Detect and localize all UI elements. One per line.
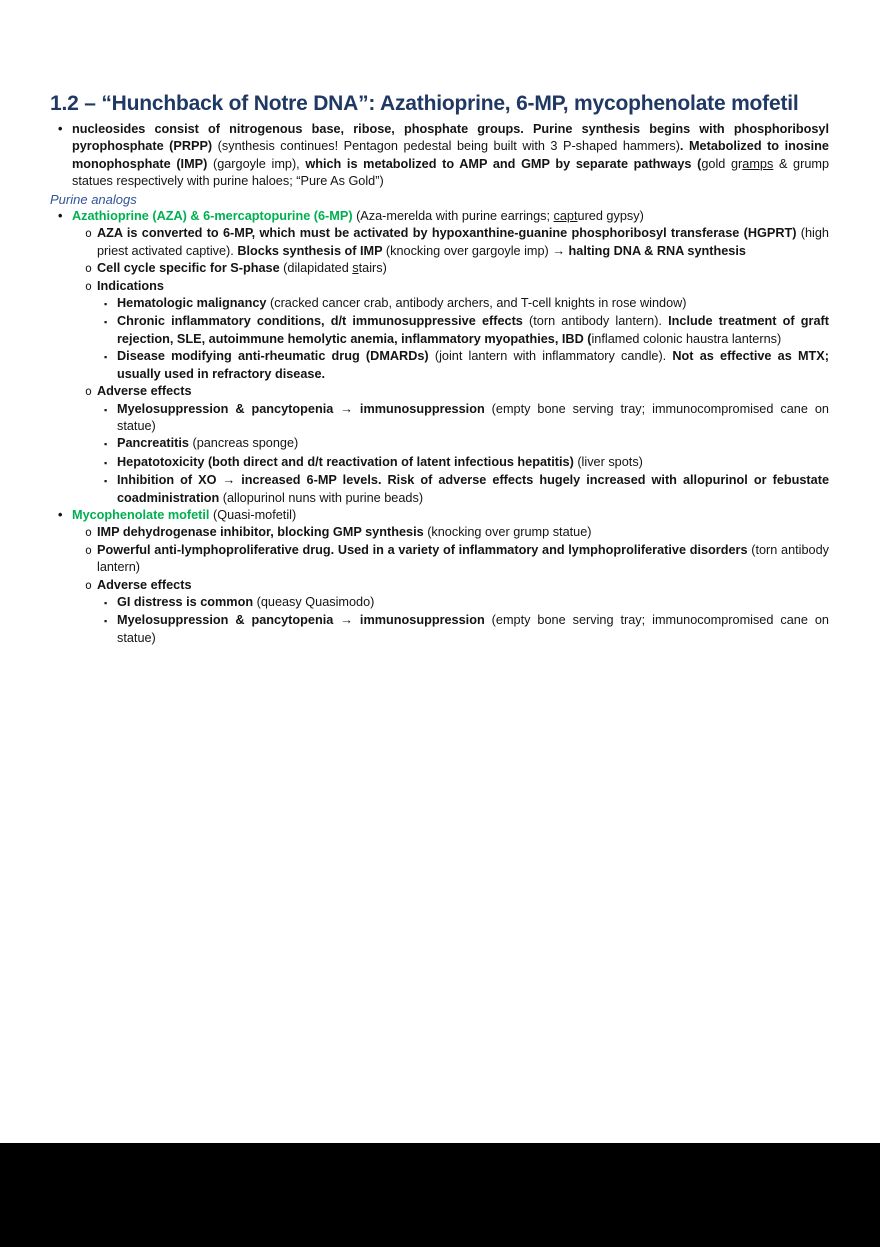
- paragraph-text: Purine analogs: [50, 191, 137, 207]
- paragraph-text: Adverse effects: [97, 384, 192, 399]
- paragraph-text: AZA is converted to 6-MP, which must be activated by hypoxanthine-guanine phosphoribosyl transferase (HGPRT) (high priest activated captive). Blocks synthesis of IMP (knocking over gargoyle imp) → halting DNA & RNA synthesis: [97, 226, 829, 258]
- square-bullet-icon: ▪: [104, 404, 108, 415]
- list-item: [0, 383, 880, 400]
- paragraph-text: Mycophenolate mofetil (Quasi-mofetil): [72, 507, 297, 522]
- paragraph-text: Powerful anti-lymphoproliferative drug. Used in a variety of inflammatory and lymphoproliferative disorders (torn antibody lantern): [97, 542, 829, 575]
- circle-bullet-icon: o: [85, 261, 92, 276]
- list-item: [0, 401, 880, 436]
- disc-bullet-icon: •: [58, 209, 63, 224]
- disc-bullet-icon: •: [58, 507, 63, 522]
- page-title: 1.2 – “Hunchback of Notre DNA”: Azathioprine, 6-MP, mycophenolate mofetil: [50, 92, 799, 115]
- paragraph-text: Cell cycle specific for S-phase (dilapidated stairs): [97, 261, 387, 276]
- circle-bullet-icon: o: [85, 525, 92, 540]
- list-item: [0, 278, 880, 295]
- paragraph-text: Pancreatitis (pancreas sponge): [117, 436, 299, 451]
- paragraph-text: Hematologic malignancy (cracked cancer crab, antibody archers, and T-cell knights in rose window): [117, 296, 687, 311]
- list-item: [0, 348, 880, 383]
- list-item: [0, 524, 880, 541]
- list-item: [0, 435, 880, 453]
- paragraph-text: Hepatotoxicity (both direct and d/t reactivation of latent infectious hepatitis) (liver spots): [117, 454, 643, 469]
- square-bullet-icon: ▪: [104, 476, 108, 487]
- paragraph-text: IMP dehydrogenase inhibitor, blocking GMP synthesis (knocking over grump statue): [97, 525, 592, 540]
- square-bullet-icon: ▪: [104, 439, 108, 450]
- circle-bullet-icon: o: [85, 384, 92, 399]
- square-bullet-icon: ▪: [104, 317, 108, 328]
- square-bullet-icon: ▪: [104, 299, 108, 310]
- paragraph-text: Myelosuppression & pancytopenia → immunosuppression (empty bone serving tray; immunocompromised cane on statue): [117, 613, 829, 645]
- list-item: [0, 507, 880, 524]
- list-item: [0, 225, 880, 260]
- doc-body: [0, 121, 880, 647]
- list-item: [0, 612, 880, 647]
- list-item: [0, 313, 880, 348]
- list-item: [0, 260, 880, 277]
- list-item: [0, 472, 880, 507]
- paragraph-text: Chronic inflammatory conditions, d/t immunosuppressive effects (torn antibody lantern). Include treatment of graft rejection, SLE, autoimmune hemolytic anemia, inflammatory myopathies, IBD (inflamed colonic haustra lanterns): [117, 314, 830, 346]
- square-bullet-icon: ▪: [104, 597, 108, 608]
- circle-bullet-icon: o: [85, 542, 92, 557]
- list-item: [0, 577, 880, 594]
- square-bullet-icon: ▪: [104, 457, 108, 468]
- disc-bullet-icon: •: [58, 122, 63, 136]
- circle-bullet-icon: o: [85, 577, 92, 592]
- circle-bullet-icon: o: [85, 226, 92, 241]
- list-item: [0, 594, 880, 612]
- list-item: [0, 208, 880, 225]
- square-bullet-icon: ▪: [104, 352, 108, 363]
- paragraph-text: Inhibition of XO → increased 6-MP levels. Risk of adverse effects hugely increased with allopurinol or febustate coadministration (allopurinol nuns with purine beads): [117, 473, 829, 505]
- list-item: [0, 454, 880, 472]
- paragraph-text: Indications: [97, 278, 164, 293]
- paragraph-text: GI distress is common (queasy Quasimodo): [117, 594, 375, 609]
- paragraph-text: nucleosides consist of nitrogenous base, ribose, phosphate groups. Purine synthesis begins with phosphoribosyl pyrophosphate (PRPP) (synthesis continues! Pentagon pedestal being built with 3 P-shaped hammers). Metabolized to inosine monophosphate (IMP) (gargoyle imp), which is metabolized to AMP and GMP by separate pathways (gold gramps & grump statues respectively with purine haloes; “Pure As Gold”): [72, 122, 830, 189]
- paragraph-text: Disease modifying anti-rheumatic drug (DMARDs) (joint lantern with inflammatory candle). Not as effective as MTX; usually used in refractory disease.: [117, 349, 829, 381]
- list-item: [0, 542, 880, 577]
- square-bullet-icon: ▪: [104, 616, 108, 627]
- section-heading: [0, 191, 880, 208]
- circle-bullet-icon: o: [85, 278, 92, 293]
- list-item: [0, 121, 880, 191]
- list-item: [0, 295, 880, 313]
- paragraph-text: Azathioprine (AZA) & 6-mercaptopurine (6-MP) (Aza-merelda with purine earrings; captured gypsy): [72, 209, 644, 224]
- paragraph-text: Adverse effects: [97, 577, 192, 592]
- paragraph-text: Myelosuppression & pancytopenia → immunosuppression (empty bone serving tray; immunocompromised cane on statue): [117, 401, 829, 433]
- footer-black-band: [0, 1143, 880, 1247]
